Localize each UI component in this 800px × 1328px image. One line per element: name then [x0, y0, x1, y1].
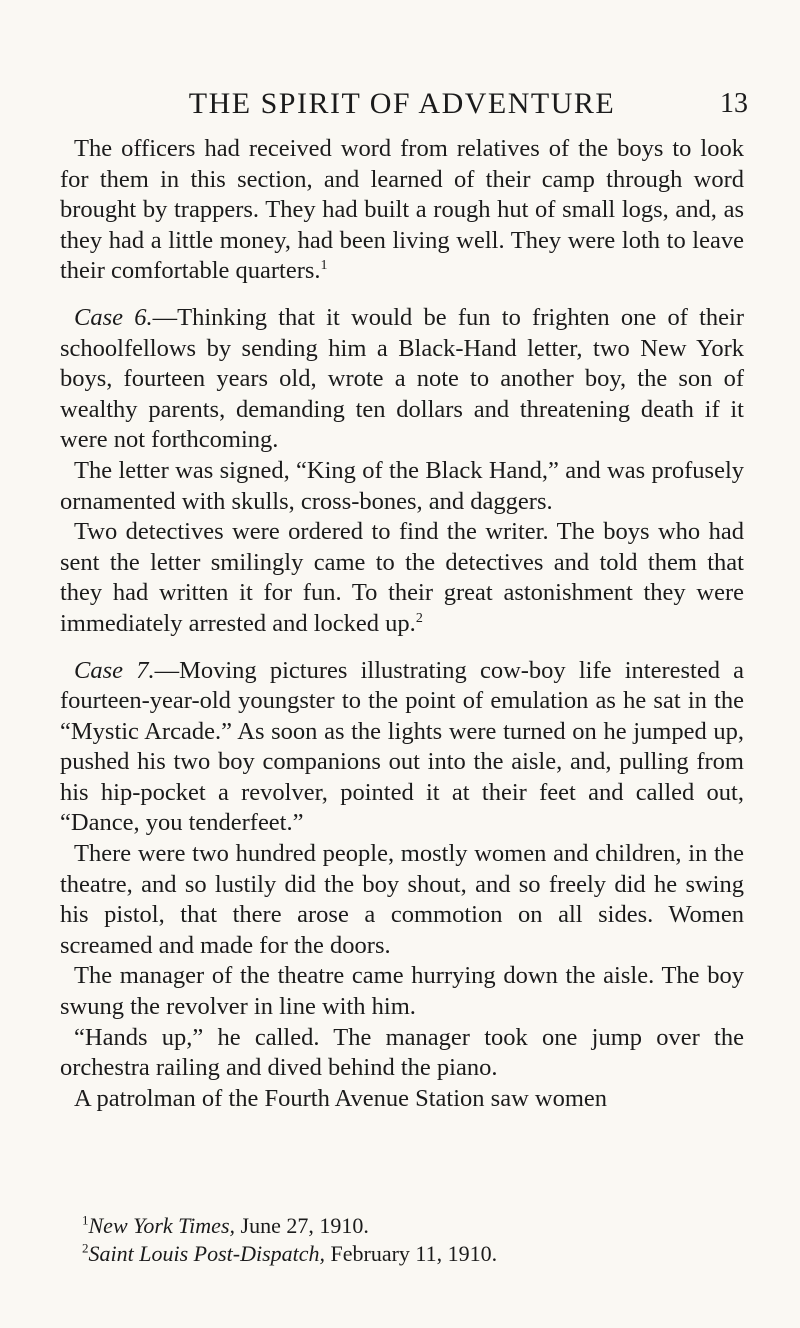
- paragraph-text: A patrolman of the Fourth Avenue Station saw women: [74, 1084, 608, 1112]
- footnote-date: February 11, 1910.: [325, 1241, 498, 1266]
- footnote: [82, 1240, 744, 1268]
- footnote-mark: 1: [82, 1212, 89, 1228]
- paragraph-text: Two detectives were ordered to find the writer. The boys who had sent the letter smilingly came to the detectives and told them that they had written it for fun. To their great astonishment they were immediately arrested and locked up.: [60, 518, 744, 637]
- case-label: Case 7.: [74, 656, 155, 684]
- paragraph: [60, 456, 744, 517]
- footnote-mark: 2: [82, 1240, 89, 1256]
- paragraph-text: “Hands up,” he called. The manager took one jump over the orchestra railing and dived behind the piano.: [60, 1023, 744, 1082]
- paragraph-text: —Moving pictures illustrating cow-boy life interested a fourteen-year-old youngster to the point of emulation as he sat in the “Mystic Arcade.” As soon as the lights were turned on he jumped up, pushed his two boy companions out into the aisle, and, pulling from his hip-pocket a revolver, pointed it at their feet and called out, “Dance, you tenderfeet.”: [60, 656, 745, 837]
- paragraph-text: The officers had received word from relatives of the boys to look for them in this section, and learned of their camp through word brought by trappers. They had built a rough hut of small logs, and, as they had a little money, had been living well. They were loth to leave their comfortable quarters.: [60, 135, 744, 285]
- footnote-ref: 2: [415, 610, 423, 626]
- paragraph: [60, 1023, 744, 1084]
- paragraph-text: There were two hundred people, mostly women and children, in the theatre, and so lustily did the boy shout, and so freely did he swing his pistol, that there arose a commotion on all sides. Women screamed and made for the doors.: [60, 840, 744, 959]
- running-head: [60, 84, 748, 124]
- footnotes: [82, 1212, 744, 1268]
- paragraph-text: The letter was signed, “King of the Black Hand,” and was profusely ornamented with skulls, cross-bones, and daggers.: [60, 456, 744, 515]
- footnote-ref: 1: [320, 258, 328, 274]
- running-title: THE SPIRIT OF ADVENTURE: [188, 87, 616, 120]
- paragraph-case-7: [60, 656, 744, 840]
- footnote-source: New York Times,: [88, 1213, 236, 1238]
- footnote-source: Saint Louis Post-Dispatch,: [88, 1241, 326, 1266]
- paragraph: [60, 839, 744, 961]
- footnote-date: June 27, 1910.: [235, 1213, 369, 1238]
- paragraph: [60, 134, 744, 287]
- paragraph: [60, 961, 744, 1022]
- paragraph-case-6: [60, 303, 744, 456]
- paragraph-text: The manager of the theatre came hurrying down the aisle. The boy swung the revolver in line with him.: [60, 962, 744, 1021]
- case-label: Case 6.: [74, 303, 153, 331]
- body-text: [60, 134, 744, 1114]
- paragraph-text: —Thinking that it would be fun to frighten one of their schoolfellows by sending him a Black-Hand letter, two New York boys, fourteen years old, wrote a note to another boy, the son of wealthy parents, demanding ten dollars and threatening death if it were not forthcoming.: [60, 303, 745, 454]
- paragraph: [60, 517, 744, 639]
- paragraph: [60, 1084, 744, 1115]
- page-number: 13: [720, 88, 748, 119]
- footnote: [82, 1212, 744, 1240]
